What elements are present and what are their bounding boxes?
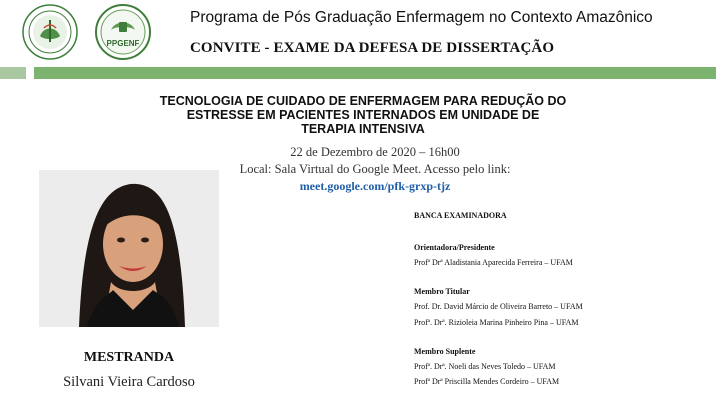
committee-heading: BANCA EXAMINADORA — [414, 211, 507, 220]
ppgenf-logo — [95, 4, 151, 60]
committee-role-advisor: Orientadora/Presidente — [414, 243, 495, 252]
invite-title: CONVITE - EXAME DA DEFESA DE DISSERTAÇÃO — [190, 40, 555, 56]
meet-link[interactable]: meet.google.com/pfk-grxp-tjz — [299, 179, 451, 193]
student-name: Silvani Vieira Cardoso — [63, 374, 195, 390]
ufam-nursing-school-logo — [22, 4, 78, 60]
thesis-title-line: ESTRESSE EM PACIENTES INTERNADOS EM UNIDADE DE — [186, 108, 540, 122]
header-divider-short — [0, 67, 26, 79]
thesis-title-line: TECNOLOGIA DE CUIDADO DE ENFERMAGEM PARA REDUÇÃO DO — [159, 94, 567, 108]
defense-location: Local: Sala Virtual do Google Meet. Acesso pelo link: — [239, 162, 511, 176]
ppgenf-logo-text: PPGENF — [106, 39, 140, 48]
defense-date: 22 de Dezembro de 2020 – 16h00 — [290, 145, 460, 159]
header-divider-long — [34, 67, 716, 79]
committee-member: Profª Drª Aladistania Aparecida Ferreira – UFAM — [414, 258, 573, 267]
committee-member: Profª. Drª. Rizioleia Marina Pinheiro Pina – UFAM — [414, 318, 579, 327]
thesis-title — [100, 94, 626, 136]
committee-role-alternate: Membro Suplente — [414, 347, 476, 356]
thesis-title-line: TERAPIA INTENSIVA — [301, 122, 425, 136]
committee-member: Prof. Dr. David Márcio de Oliveira Barreto – UFAM — [414, 302, 583, 311]
student-label: MESTRANDA — [83, 350, 175, 365]
committee-member: Profª Drª Priscilla Mendes Cordeiro – UFAM — [414, 377, 560, 386]
committee-role-titular: Membro Titular — [414, 287, 470, 296]
committee-member: Profª. Drª. Noeli das Neves Toledo – UFAM — [414, 362, 556, 371]
program-title: Programa de Pós Graduação Enfermagem no Contexto Amazônico — [190, 9, 653, 26]
student-photo — [39, 170, 219, 327]
